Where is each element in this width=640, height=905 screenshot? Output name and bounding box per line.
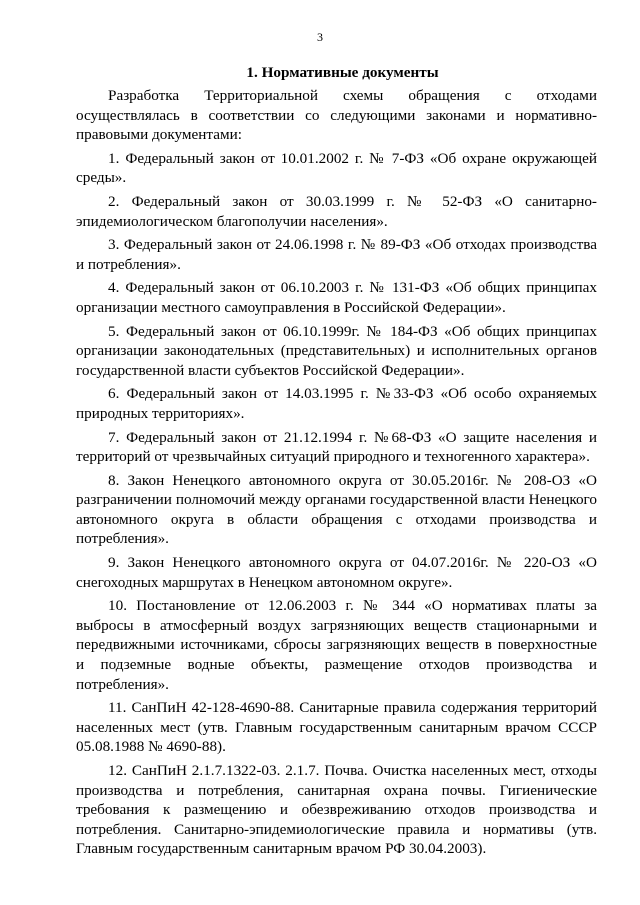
list-item: 5. Федеральный закон от 06.10.1999г. № 184-ФЗ «Об общих принципах организации законодательных (представительных) и исполнительных органов государственной власти субъектов Российской Федерации». bbox=[76, 322, 597, 379]
list-item: 3. Федеральный закон от 24.06.1998 г. № 89-ФЗ «Об отходах производства и потребления». bbox=[76, 236, 597, 273]
list-item: 10. Постановление от 12.06.2003 г. № 344 «О нормативах платы за выбросы в атмосферный воздух загрязняющих веществ стационарными и передвижными источниками, сбросы загрязняющих веществ в поверхностные и подземные водные объекты, размещение отходов производства и потребления». bbox=[76, 597, 597, 693]
list-item: 12. СанПиН 2.1.7.1322-03. 2.1.7. Почва. Очистка населенных мест, отходы производства и потребления, санитарная охрана почвы. Гигиенические требования к размещению и обезвреживанию отходов производства и потребления. Санитарно-эпидемиологические правила и нормативы (утв. Главным государственным санитарным врачом РФ 30.04.2003). bbox=[76, 762, 597, 858]
list-item: 2. Федеральный закон от 30.03.1999 г. № 52-ФЗ «О санитарно-эпидемиологическом благополучии населения». bbox=[76, 192, 597, 230]
list-item: 8. Закон Ненецкого автономного округа от 30.05.2016г. № 208-ОЗ «О разграничении полномочий между органами государственной власти Ненецкого автономного округа в области обращения с отходами производства и потребления». bbox=[76, 471, 597, 548]
list-item: 6. Федеральный закон от 14.03.1995 г. №33-ФЗ «Об особо охраняемых природных территориях». bbox=[76, 385, 597, 422]
list-item: 11. СанПиН 42-128-4690-88. Санитарные правила содержания территорий населенных мест (утв. Главным государственным санитарным врачом СССР 05.08.1988 № 4690-88). bbox=[76, 699, 597, 756]
list-item: 1. Федеральный закон от 10.01.2002 г. № 7-ФЗ «Об охране окружающей среды». bbox=[76, 149, 597, 187]
document-body bbox=[76, 62, 597, 859]
section-heading: 1. Нормативные документы bbox=[246, 64, 439, 81]
page-number: 3 bbox=[317, 30, 323, 44]
list-item: 9. Закон Ненецкого автономного округа от 04.07.2016г. № 220-ОЗ «О снегоходных маршрутах в Ненецком автономном округе». bbox=[76, 554, 597, 591]
intro-paragraph: Разработка Территориальной схемы обращения с отходами осуществлялась в соответствии со следующими законами и нормативно-правовыми документами: bbox=[76, 87, 597, 144]
list-item: 4. Федеральный закон от 06.10.2003 г. № 131-ФЗ «Об общих принципах организации местного самоуправления в Российской Федерации». bbox=[76, 279, 597, 316]
list-item: 7. Федеральный закон от 21.12.1994 г. №68-ФЗ «О защите населения и территорий от чрезвычайных ситуаций природного и техногенного характера». bbox=[76, 428, 597, 466]
